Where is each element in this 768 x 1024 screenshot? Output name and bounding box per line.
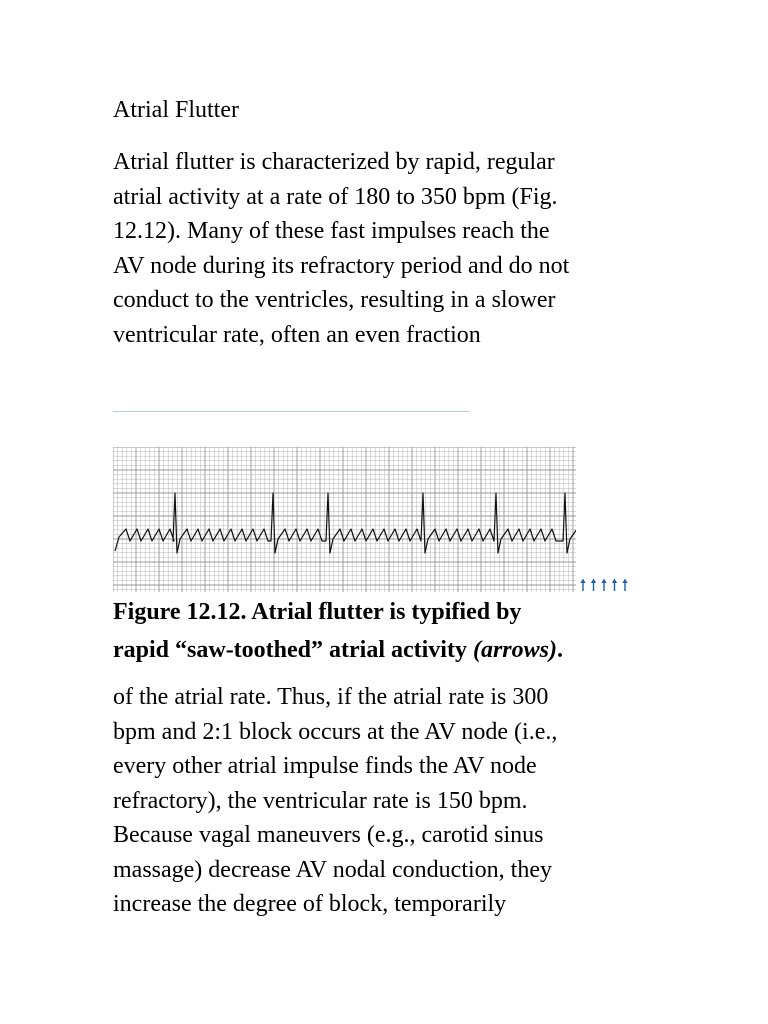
text-line: Atrial flutter is characterized by rapid, regular	[113, 149, 555, 175]
section-heading: Atrial Flutter	[113, 97, 239, 123]
figure-caption	[113, 593, 673, 669]
caption-line-1: Figure 12.12. Atrial flutter is typified by	[113, 599, 522, 625]
body-paragraph-2	[113, 680, 673, 922]
text-line: every other atrial impulse finds the AV node	[113, 753, 537, 779]
text-line: refractory), the ventricular rate is 150 bpm.	[113, 787, 528, 814]
caption-period: .	[556, 637, 563, 663]
text-line: increase the degree of block, temporarily	[113, 891, 507, 917]
text-line: bpm and 2:1 block occurs at the AV node (i.e.,	[113, 718, 558, 745]
arrow-icon	[580, 579, 585, 592]
arrow-icon	[591, 579, 596, 592]
ecg-trace	[115, 493, 576, 553]
text-line: conduct to the ventricles, resulting in a slower	[113, 287, 556, 313]
arrow-icon	[612, 579, 617, 592]
section-divider	[113, 411, 470, 412]
text-line: of the atrial rate. Thus, if the atrial rate is 300	[113, 684, 549, 710]
flutter-wave-arrows	[579, 578, 631, 592]
text-line: 12.12). Many of these fast impulses reach the	[113, 218, 550, 244]
caption-arrows-ref: (arrows)	[472, 637, 557, 663]
body-paragraph-1	[113, 145, 673, 352]
arrow-icon	[622, 579, 627, 592]
text-line: ventricular rate, often an even fraction	[113, 321, 481, 348]
caption-line-2: rapid “saw-toothed” atrial activity	[113, 637, 473, 663]
arrow-icon	[601, 579, 606, 592]
ecg-grid	[113, 447, 576, 592]
ecg-strip-image	[113, 447, 576, 592]
text-line: massage) decrease AV nodal conduction, they	[113, 856, 552, 883]
text-line: AV node during its refractory period and do not	[113, 252, 570, 279]
text-line: atrial activity at a rate of 180 to 350 bpm (Fig.	[113, 183, 558, 210]
text-line: Because vagal maneuvers (e.g., carotid sinus	[113, 822, 544, 848]
